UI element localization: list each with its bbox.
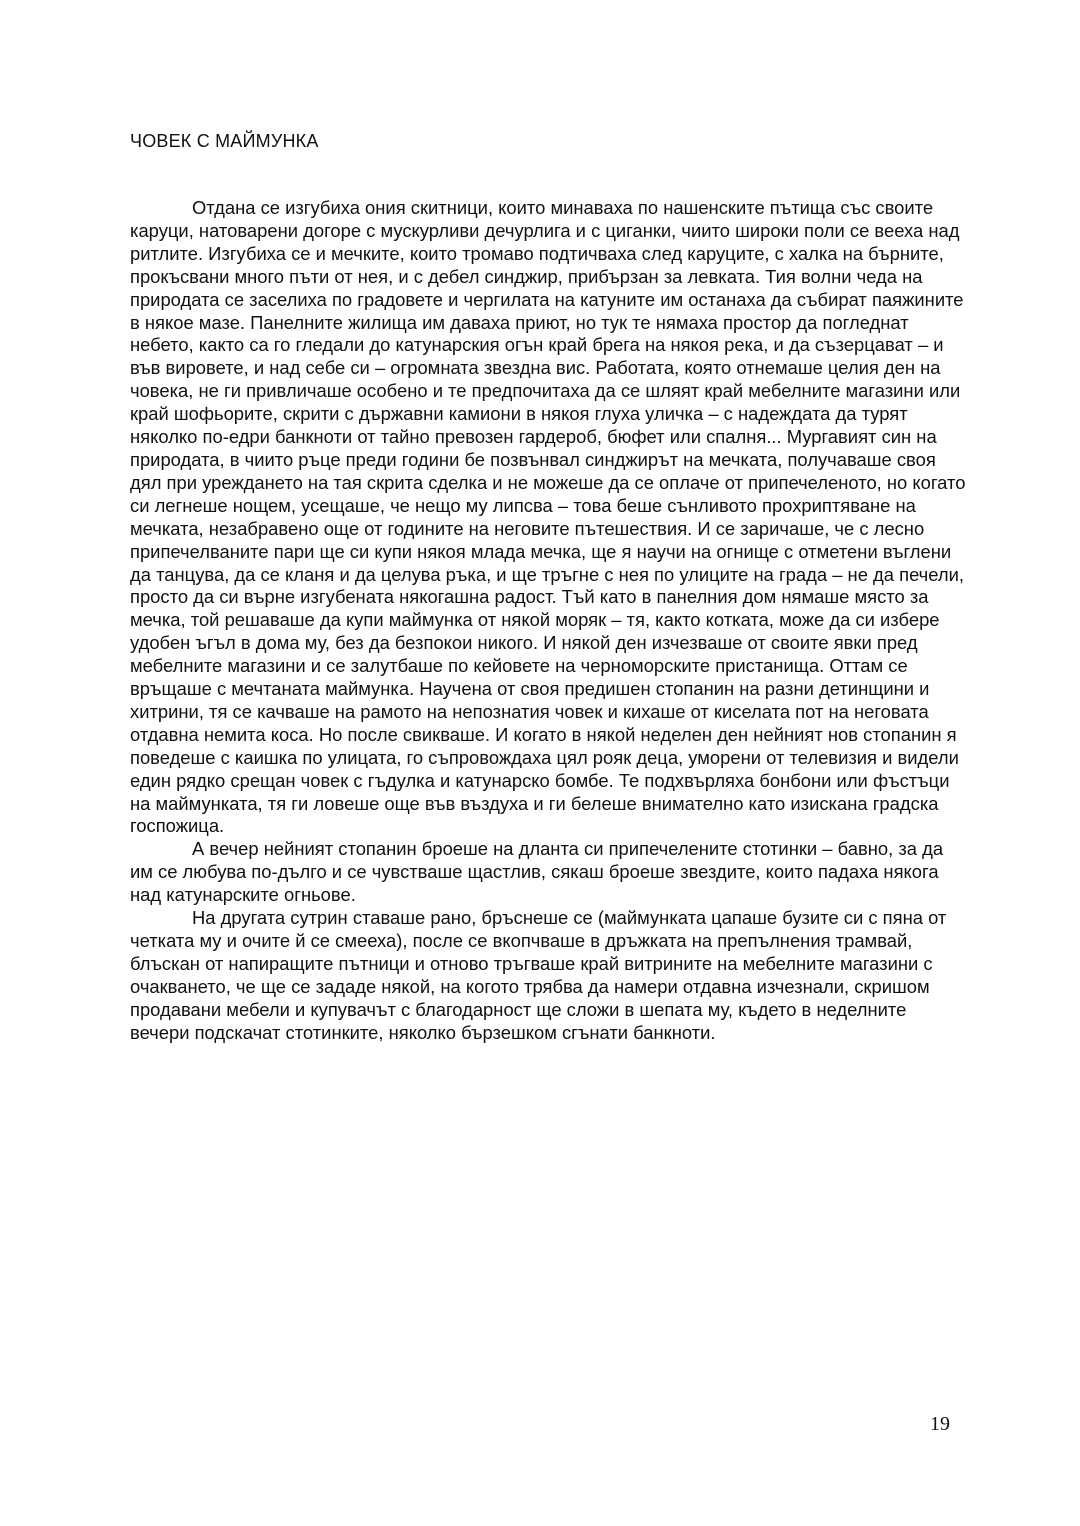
paragraph: А вечер нейният стопанин броеше на дланта си припечелените стотинки – бавно, за да им се любува по-дълго и се чувстваше щастлив, сякаш броеше звездите, които падаха някога над катунарските огньове.	[130, 838, 944, 906]
paragraph: На другата сутрин ставаше рано, бръснеше се (маймунката цапаше бузите си с пяна от четката му и очите й се смееха), после се вкопчваше в дръжката на препълнения трамвай, блъскан от напиращите пътници и отново тръгваше край витрините на мебелните магазини с очакването, че ще се зададе някой, на когото трябва да намери отдавна изчезнали, скришом продавани мебели и купувачът с благодарност ще сложи в шепата му, където в неделните вечери подскачат стотинките, няколко бързешком сгънати банкноти.	[130, 907, 947, 1043]
page-number: 19	[930, 1413, 950, 1435]
story-body	[130, 197, 970, 1045]
story-title: ЧОВЕК С МАЙМУНКА	[130, 131, 319, 151]
paragraph: Отдана се изгубиха ония скитници, които минаваха по нашенските пътища със своите каруци, натоварени догоре с мускурливи дечурлига и с циганки, чиито широки поли се вееха над ритлите. Изгубиха се и мечките, които тромаво подтичваха след каруците, с халка на бърните, прокъсвани много пъти от нея, и с дебел синджир, прибързан за левката. Тия волни чеда на природата се заселиха по градовете и чергилата на катуните им останаха да събират паяжините в някое мазе. Панелните жилища им даваха приют, но тук те нямаха простор да погледнат небето, както са го гледали до катунарския огън край брега на някоя река, и да съзерцават – и във вировете, и над себе си – огромната звездна вис. Работата, която отнемаше целия ден на човека, не ги привличаше особено и те предпочитаха да се шляят край мебелните магазини или край шофьорите, скрити с държавни камиони в някоя глуха уличка – с надеждата да турят няколко по-едри банкноти от тайно превозен гардероб, бюфет или спалня... Мургавият син на природата, в чиито ръце преди години бе позвънвал синджирът на мечката, получаваше своя дял при уреждането на тая скрита сделка и не можеше да се оплаче от припечеленото, но когато си легнеше нощем, усещаше, че нещо му липсва – това беше сънливото прохриптяване на мечката, незабравено още от годините на неговите пътешествия. И се заричаше, че с лесно припечелваните пари ще си купи някоя млада мечка, ще я научи на огнище с отметени въглени да танцува, да се кланя и да целува ръка, и ще тръгне с нея по улиците на града – не да печели, просто да си върне изгубената някогашна радост. Тъй като в панелния дом нямаше място за мечка, той решаваше да купи маймунка от някой моряк – тя, както котката, може да си избере удобен ъгъл в дома му, без да безпокои никого. И някой ден изчезваше от своите явки пред мебелните магазини и се залутбаше по кейовете на черноморските пристанища. Оттам се връщаше с мечтаната маймунка. Научена от своя предишен стопанин на разни детинщини и хитрини, тя се качваше на рамото на непознатия човек и кихаше от киселата пот на неговата отдавна немита коса. Но после свикваше. И когато в някой неделен ден нейният нов стопанин я поведеше с каишка по улицата, го съпровождаха цял рояк деца, уморени от телевизия и видели един рядко срещан човек с гъдулка и катунарско бомбе. Те подхвърляха бонбони или фъстъци на маймунката, тя ги ловеше още във въздуха и ги белеше внимателно като изискана градска госпожица.	[130, 197, 966, 837]
